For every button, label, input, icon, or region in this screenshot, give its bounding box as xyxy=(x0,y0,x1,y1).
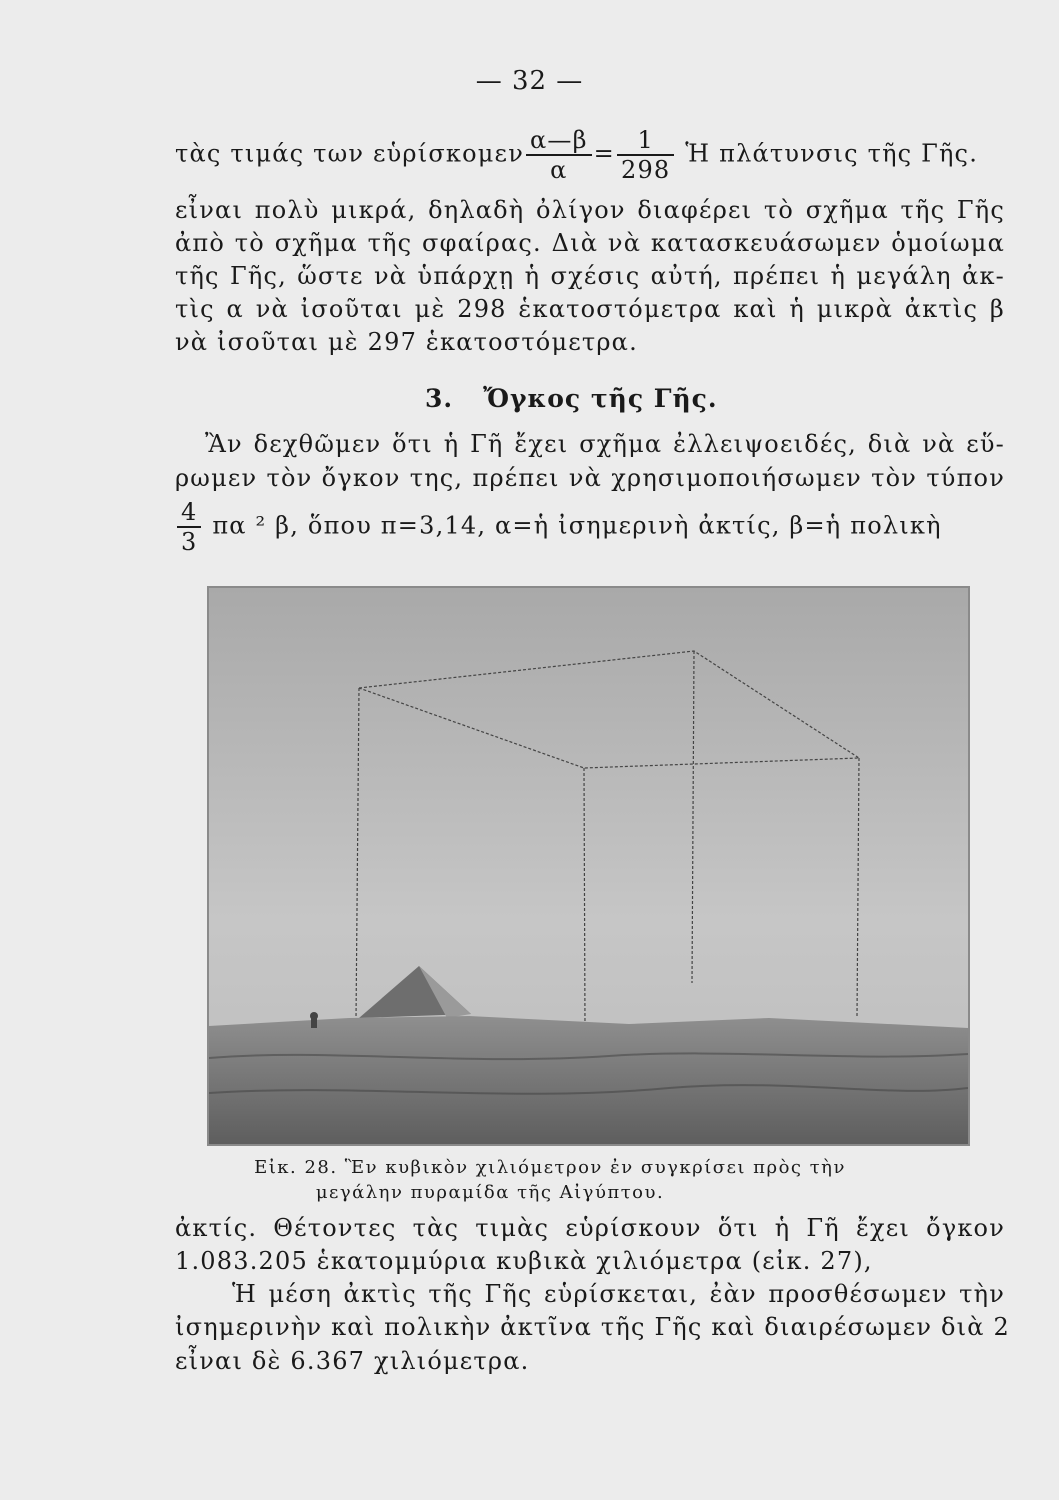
para1-line1-pre: τὰς τιμάς των εὑρίσκομεν xyxy=(175,139,524,168)
para3-line3: Ἡ μέση ἀκτὶς τῆς Γῆς εὑρίσκεται, ἐὰν προσθέσωμεν τὴν xyxy=(232,1280,1005,1308)
figure-caption-line2: μεγάλην πυραμίδα τῆς Αἰγύπτου. xyxy=(315,1182,665,1203)
page-number: — 32 — xyxy=(475,66,584,96)
fraction-one-over-298 xyxy=(617,128,674,182)
fraction-numerator: 1 xyxy=(617,128,674,156)
section-heading xyxy=(425,384,718,413)
fraction-numerator: α—β xyxy=(526,128,592,156)
figure-caption-line1: Εἰκ. 28. Ἓν κυβικὸν χιλιόμετρον ἐν συγκρίσει πρὸς τὴν xyxy=(254,1157,846,1178)
section-number: 3. xyxy=(425,384,454,413)
para1-line2: εἶναι πολὺ μικρά, δηλαδὴ ὀλίγον διαφέρει τὸ σχῆμα τῆς Γῆς xyxy=(175,196,1005,224)
para3-line4: ἰσημερινὴν καὶ πολικὴν ἀκτῖνα τῆς Γῆς καὶ διαιρέσωμεν διὰ 2 xyxy=(175,1313,1010,1341)
equals-sign: = xyxy=(593,139,615,168)
figure-illustration xyxy=(209,588,968,1144)
para1-line6: νὰ ἰσοῦται μὲ 297 ἑκατοστόμετρα. xyxy=(175,328,638,356)
fraction-a-minus-b-over-a xyxy=(526,128,592,182)
fraction-four-thirds xyxy=(177,500,201,554)
figure-cube-and-pyramid xyxy=(207,586,970,1146)
para1-line5: τὶς α νὰ ἰσοῦται μὲ 298 ἑκατοστόμετρα καὶ ἡ μικρὰ ἀκτὶς β xyxy=(175,295,1005,323)
para1-line1 xyxy=(175,128,1005,182)
para3-line5: εἶναι δὲ 6.367 χιλιόμετρα. xyxy=(175,1347,530,1375)
para2-line3-post: πα ² β, ὅπου π=3,14, α=ἡ ἰσημερινὴ ἀκτίς, β=ἡ πολικὴ xyxy=(212,511,942,540)
para2-line3 xyxy=(175,500,1005,554)
fraction-numerator: 4 xyxy=(177,500,201,528)
para1-line4: τῆς Γῆς, ὥστε νὰ ὑπάρχῃ ἡ σχέσις αὐτή, πρέπει ἡ μεγάλη ἀκ- xyxy=(175,262,1005,290)
section-title: Ὄγκος τῆς Γῆς. xyxy=(483,384,718,413)
fraction-denominator: 298 xyxy=(620,156,671,184)
fraction-denominator: 3 xyxy=(181,528,198,556)
para2-line1: Ἂν δεχθῶμεν ὅτι ἡ Γῆ ἔχει σχῆμα ἐλλειψοειδές, διὰ νὰ εὕ- xyxy=(205,430,1005,458)
para1-line3: ἀπὸ τὸ σχῆμα τῆς σφαίρας. Διὰ νὰ κατασκευάσωμεν ὁμοίωμα xyxy=(175,229,1005,257)
para2-line2: ρωμεν τὸν ὄγκον της, πρέπει νὰ χρησιμοποιήσωμεν τὸν τύπον xyxy=(175,464,1005,492)
fraction-denominator: α xyxy=(550,156,568,184)
desert-ground xyxy=(209,1016,968,1144)
para3-line1: ἀκτίς. Θέτοντες τὰς τιμὰς εὑρίσκουν ὅτι ἡ Γῆ ἔχει ὄγκον xyxy=(175,1214,1005,1242)
para3-line2: 1.083.205 ἑκατομμύρια κυβικὰ χιλιόμετρα (εἰκ. 27), xyxy=(175,1247,873,1275)
para1-line1-post: Ἡ πλάτυνσις τῆς Γῆς. xyxy=(685,139,979,168)
